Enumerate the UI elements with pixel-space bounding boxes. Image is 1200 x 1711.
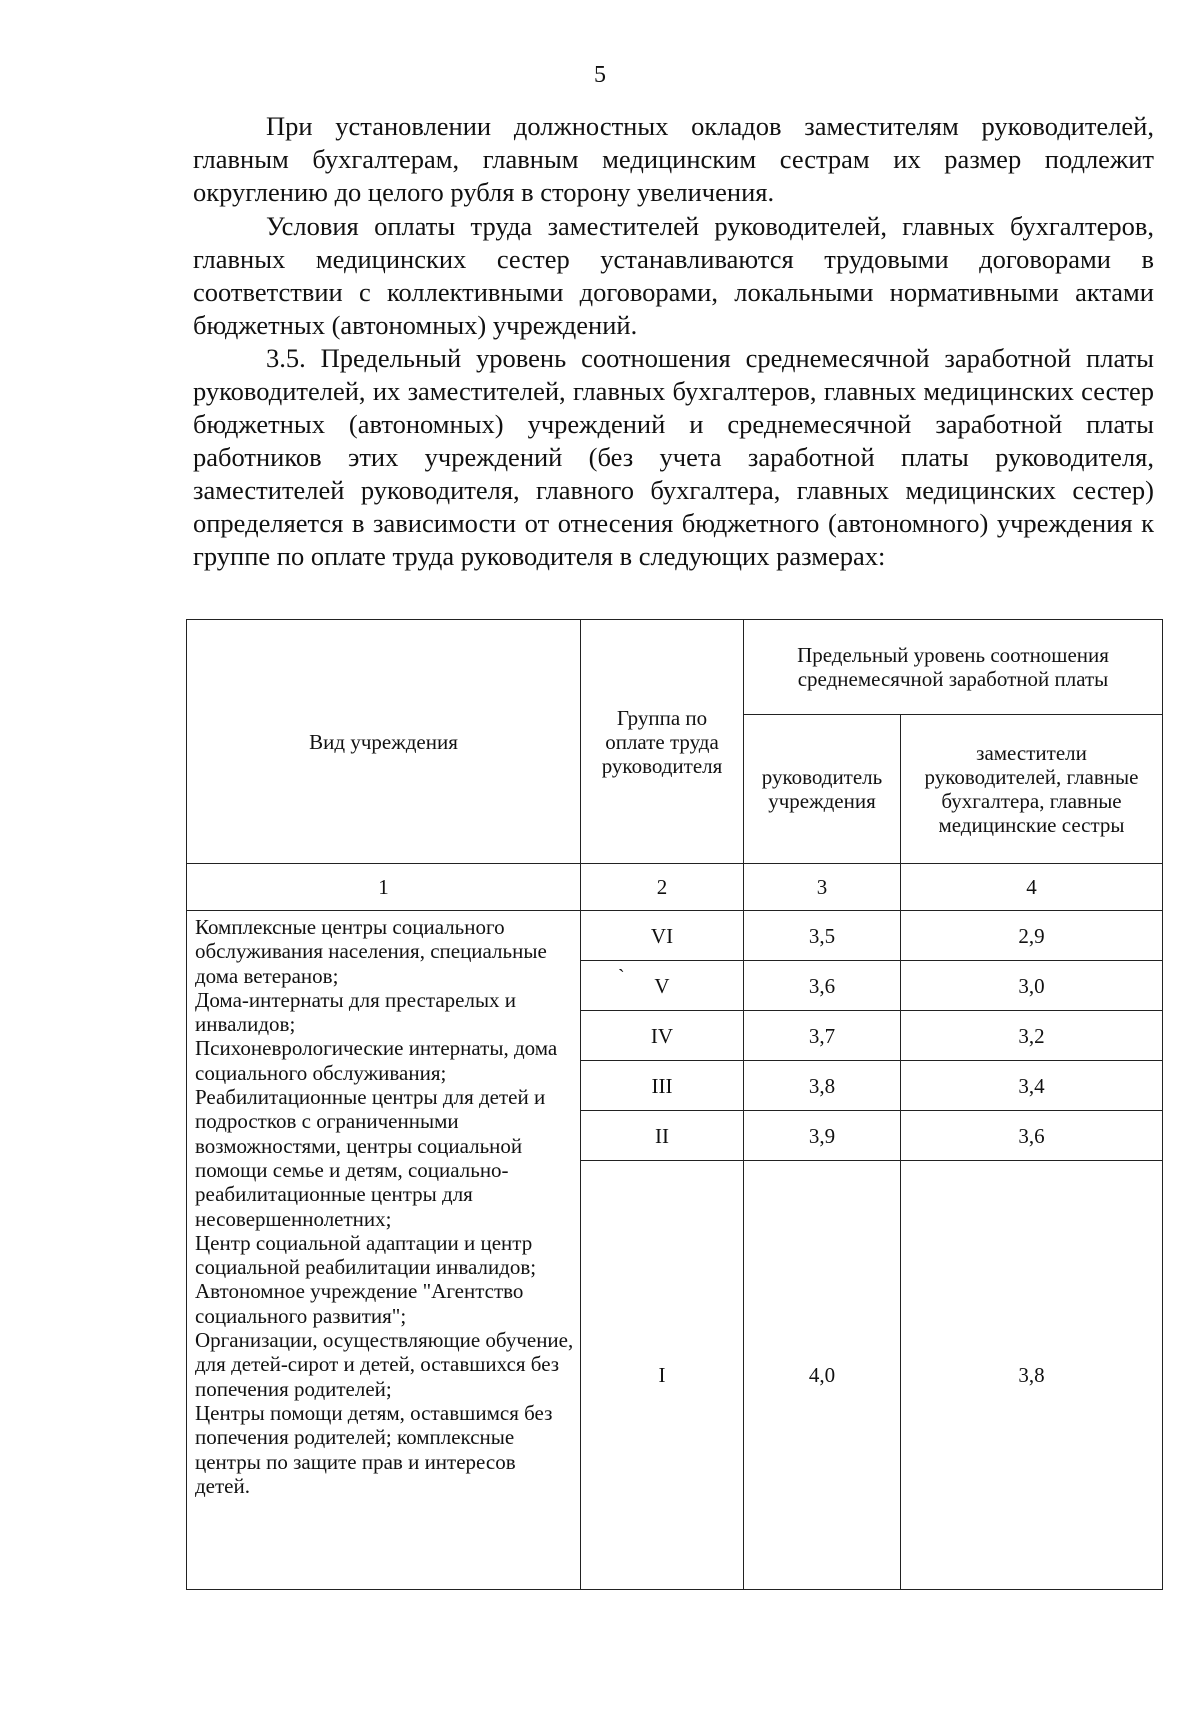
paragraph-pay-conditions: Условия оплаты труда заместителей руководителей, главных бухгалтеров, главных медицинских сестер устанавливаются трудовыми договорами в соответствии с коллективными договорами, локальными нормативными актами бюджетных (автономных) учреждений. <box>193 211 1154 340</box>
stray-mark: ` <box>618 966 625 988</box>
pay-group-cell: IV <box>581 1011 744 1061</box>
header-deputies: заместители руководителей, главные бухгалтера, главные медицинские сестры <box>901 715 1163 864</box>
pay-group-cell: VI <box>581 911 744 961</box>
salary-ratio-table <box>186 619 1163 1590</box>
column-number: 3 <box>744 864 901 911</box>
institution-type: Комплексные центры социального обслуживания населения, специальные дома ветеранов; <box>195 915 547 988</box>
table-row <box>187 911 1163 961</box>
institution-type: Автономное учреждение "Агентство социального развития"; <box>195 1279 524 1328</box>
institution-type: Центры помощи детям, оставшимся без попечения родителей; комплексные центры по защите прав и интересов детей. <box>195 1400 553 1498</box>
deputies-ratio-cell: 3,0 <box>901 961 1163 1011</box>
header-ratio-limit: Предельный уровень соотношения среднемесячной заработной платы <box>744 620 1163 715</box>
column-number-row <box>187 864 1163 911</box>
institution-type: Реабилитационные центры для детей и подростков с ограниченными возможностями, центры социальной помощи семье и детям, социально-реабилитационные центры для несовершеннолетних; <box>195 1085 546 1231</box>
head-ratio-cell: 3,6 <box>744 961 901 1011</box>
head-ratio-cell: 3,5 <box>744 911 901 961</box>
page-number: 5 <box>594 62 606 88</box>
column-number: 2 <box>581 864 744 911</box>
institution-type: Психоневрологические интернаты, дома социального обслуживания; <box>195 1036 558 1085</box>
pay-group-cell: V <box>581 961 744 1011</box>
column-number: 1 <box>187 864 581 911</box>
pay-group-cell: III <box>581 1061 744 1111</box>
head-ratio-cell: 3,9 <box>744 1111 901 1161</box>
institution-types-cell <box>187 911 581 1590</box>
deputies-ratio-cell: 3,8 <box>901 1161 1163 1590</box>
deputies-ratio-cell: 2,9 <box>901 911 1163 961</box>
table-header-row <box>187 620 1163 715</box>
institution-type: Дома-интернаты для престарелых и инвалидов; <box>195 987 517 1037</box>
deputies-ratio-cell: 3,6 <box>901 1111 1163 1161</box>
pay-group-cell: II <box>581 1111 744 1161</box>
institution-type: Центр социальной адаптации и центр социальной реабилитации инвалидов; <box>195 1230 537 1280</box>
header-institution-type: Вид учреждения <box>187 620 581 864</box>
head-ratio-cell: 3,7 <box>744 1011 901 1061</box>
paragraph-salary-rounding: При установлении должностных окладов заместителям руководителей, главным бухгалтерам, главным медицинским сестрам их размер подлежит округлению до целого рубля в сторону увеличения. <box>193 111 1154 207</box>
head-ratio-cell: 4,0 <box>744 1161 901 1590</box>
head-ratio-cell: 3,8 <box>744 1061 901 1111</box>
deputies-ratio-cell: 3,2 <box>901 1011 1163 1061</box>
column-number: 4 <box>901 864 1163 911</box>
header-head-of-institution: руководитель учреждения <box>744 715 901 864</box>
header-pay-group: Группа по оплате труда руководителя <box>581 620 744 864</box>
deputies-ratio-cell: 3,4 <box>901 1061 1163 1111</box>
pay-group-cell: I <box>581 1161 744 1590</box>
institution-type: Организации, осуществляющие обучение, для детей-сирот и детей, оставшихся без попечения родителей; <box>195 1328 574 1401</box>
paragraph-ratio-limit: 3.5. Предельный уровень соотношения среднемесячной заработной платы руководителей, их заместителей, главных бухгалтеров, главных медицинских сестер бюджетных (автономных) учреждений и среднемесячной заработной платы работников этих учреждений (без учета заработной платы руководителя, заместителей руководителя, главного бухгалтера, главных медицинских сестер) определяется в зависимости от отнесения бюджетного (автономного) учреждения к группе по оплате труда руководителя в следующих размерах: <box>193 343 1154 571</box>
